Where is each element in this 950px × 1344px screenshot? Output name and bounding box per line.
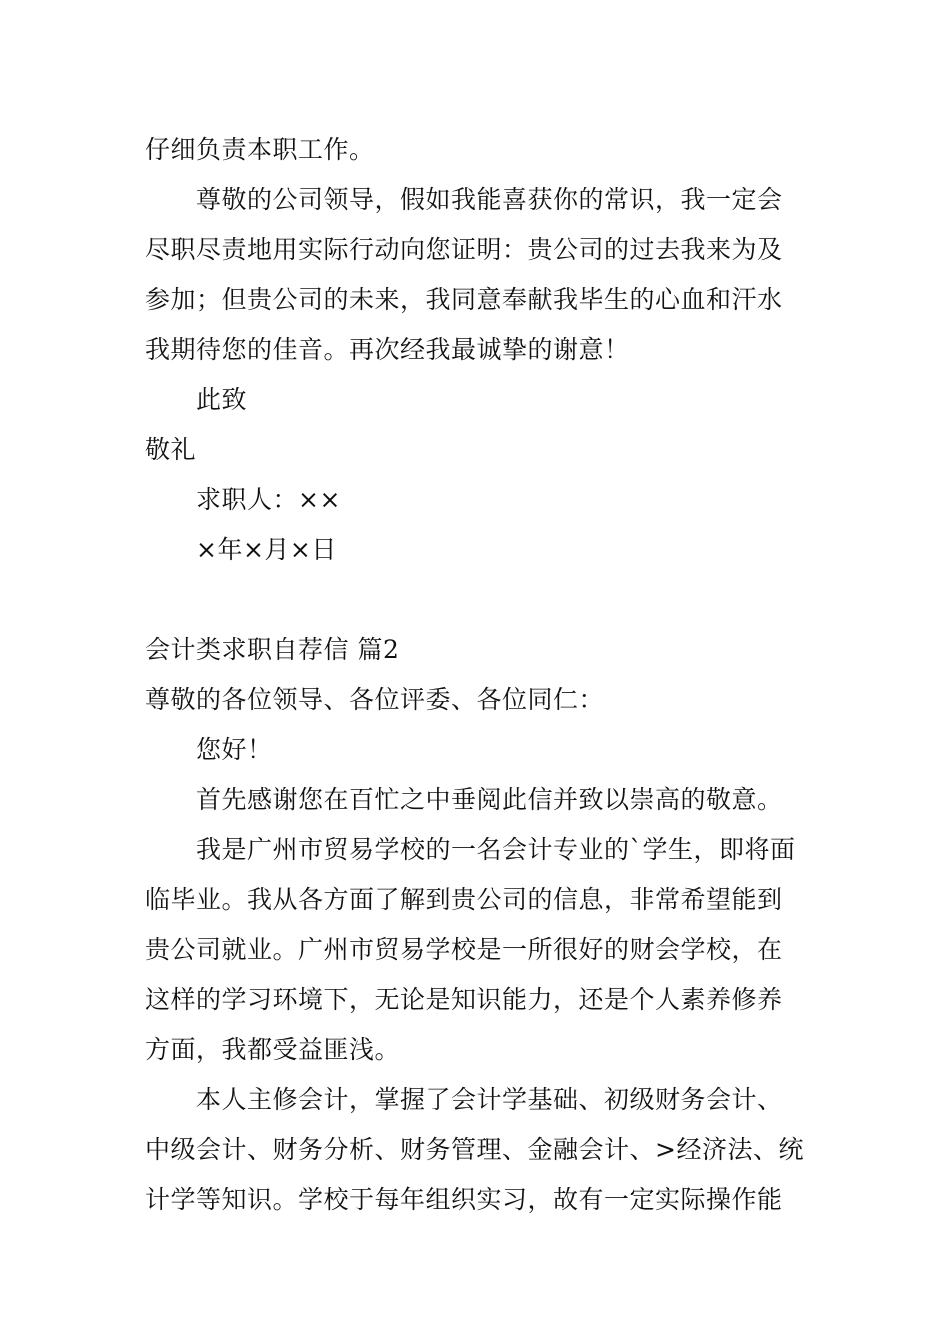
text-line: 尊敬的公司领导，假如我能喜获你的常识，我一定会 [196,185,783,214]
text-line: 仔细负责本职工作。 [145,135,375,164]
text-line: 本人主修会计，掌握了会计学基础、初级财务会计、 [196,1085,783,1114]
signature-line: 求职人：×× [196,485,341,514]
text-line: 参加；但贵公司的未来，我同意奉献我毕生的心血和汗水 [145,285,783,314]
text-line: 中级会计、财务分析、财务管理、金融会计、>经济法、统 [145,1135,804,1164]
text-line: 尽职尽责地用实际行动向您证明：贵公司的过去我来为及 [145,235,783,264]
text-line: 临毕业。我从各方面了解到贵公司的信息，非常希望能到 [145,885,783,914]
text-line: 这样的学习环境下，无论是知识能力，还是个人素养修养 [145,985,783,1014]
section-title: 会计类求职自荐信 篇2 [145,635,400,664]
text-line: 我是广州市贸易学校的一名会计专业的`学生，即将面 [196,835,796,864]
greeting-line: 尊敬的各位领导、各位评委、各位同仁： [145,685,605,714]
text-line: 方面，我都受益匪浅。 [145,1035,401,1064]
text-line: 我期待您的佳音。再次经我最诚挚的谢意！ [145,335,630,364]
text-line: 首先感谢您在百忙之中垂阅此信并致以崇高的敬意。 [196,785,783,814]
closing-line: 此致 [196,385,248,414]
text-line: 您好！ [196,735,273,764]
date-line: ×年×月×日 [196,535,337,564]
text-line: 计学等知识。学校于每年组织实习，故有一定实际操作能 [145,1185,783,1214]
text-line: 贵公司就业。广州市贸易学校是一所很好的财会学校，在 [145,935,783,964]
salutation-line: 敬礼 [145,435,197,464]
